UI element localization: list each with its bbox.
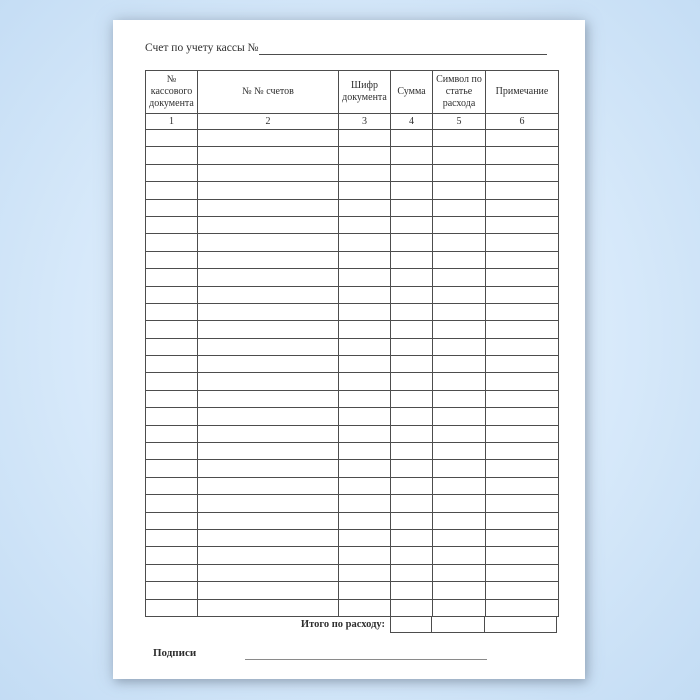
total-cell-note	[484, 616, 557, 633]
col-header-account-numbers: № № счетов	[198, 71, 339, 114]
empty-cell	[146, 408, 198, 425]
col-number: 6	[486, 114, 559, 130]
empty-cell	[146, 269, 198, 286]
empty-cell	[146, 460, 198, 477]
empty-cell	[486, 460, 559, 477]
empty-cell	[433, 147, 486, 164]
empty-cell	[391, 286, 433, 303]
empty-cell	[391, 582, 433, 599]
empty-cell	[339, 582, 391, 599]
empty-cell	[339, 460, 391, 477]
empty-cell	[433, 251, 486, 268]
empty-cell	[146, 147, 198, 164]
empty-cell	[433, 477, 486, 494]
empty-cell	[391, 303, 433, 320]
empty-ledger-row	[146, 477, 559, 494]
empty-cell	[198, 356, 339, 373]
empty-cell	[433, 199, 486, 216]
empty-ledger-row	[146, 303, 559, 320]
empty-cell	[486, 443, 559, 460]
empty-ledger-row	[146, 182, 559, 199]
empty-cell	[391, 199, 433, 216]
empty-cell	[339, 147, 391, 164]
empty-cell	[391, 130, 433, 147]
empty-cell	[339, 477, 391, 494]
empty-cell	[486, 164, 559, 181]
total-cell-expense-symbol	[431, 616, 485, 633]
empty-cell	[146, 182, 198, 199]
empty-cell	[339, 269, 391, 286]
empty-cell	[391, 356, 433, 373]
empty-ledger-row	[146, 373, 559, 390]
empty-cell	[198, 408, 339, 425]
empty-cell	[391, 269, 433, 286]
empty-cell	[486, 199, 559, 216]
empty-ledger-row	[146, 356, 559, 373]
empty-cell	[339, 425, 391, 442]
form-title-row	[145, 40, 547, 55]
empty-cell	[146, 199, 198, 216]
empty-cell	[146, 443, 198, 460]
empty-cell	[433, 547, 486, 564]
col-header-expense-symbol: Символ по статье расхода	[433, 71, 486, 114]
empty-cell	[486, 234, 559, 251]
empty-cell	[391, 529, 433, 546]
empty-cell	[339, 182, 391, 199]
col-header-amount: Сумма	[391, 71, 433, 114]
empty-cell	[146, 164, 198, 181]
paper-sheet	[113, 20, 585, 679]
empty-cell	[433, 321, 486, 338]
empty-cell	[433, 390, 486, 407]
empty-cell	[486, 269, 559, 286]
empty-cell	[198, 130, 339, 147]
empty-cell	[198, 216, 339, 233]
empty-cell	[433, 269, 486, 286]
empty-cell	[146, 251, 198, 268]
empty-cell	[198, 477, 339, 494]
empty-cell	[391, 425, 433, 442]
empty-cell	[433, 408, 486, 425]
empty-cell	[339, 251, 391, 268]
empty-cell	[339, 216, 391, 233]
empty-cell	[433, 495, 486, 512]
empty-cell	[486, 582, 559, 599]
empty-cell	[433, 234, 486, 251]
col-number: 3	[339, 114, 391, 130]
empty-ledger-row	[146, 582, 559, 599]
empty-cell	[198, 512, 339, 529]
signatures-label: Подписи	[153, 646, 197, 659]
empty-cell	[198, 251, 339, 268]
empty-cell	[433, 425, 486, 442]
empty-cell	[486, 303, 559, 320]
empty-cell	[146, 529, 198, 546]
total-cell-amount	[390, 616, 432, 633]
empty-cell	[391, 460, 433, 477]
empty-cell	[146, 286, 198, 303]
empty-cell	[339, 234, 391, 251]
empty-cell	[198, 303, 339, 320]
empty-ledger-row	[146, 529, 559, 546]
empty-cell	[486, 373, 559, 390]
empty-ledger-row	[146, 338, 559, 355]
empty-cell	[146, 599, 198, 616]
empty-cell	[433, 582, 486, 599]
empty-cell	[146, 356, 198, 373]
empty-cell	[433, 564, 486, 581]
empty-cell	[433, 303, 486, 320]
empty-cell	[486, 251, 559, 268]
empty-cell	[486, 147, 559, 164]
empty-cell	[339, 443, 391, 460]
empty-cell	[198, 547, 339, 564]
empty-cell	[391, 321, 433, 338]
empty-cell	[198, 234, 339, 251]
empty-cell	[339, 408, 391, 425]
empty-cell	[146, 564, 198, 581]
empty-cell	[433, 286, 486, 303]
empty-cell	[146, 547, 198, 564]
empty-ledger-row	[146, 321, 559, 338]
col-header-cash-doc-number: № кассового документа	[146, 71, 198, 114]
empty-cell	[339, 130, 391, 147]
empty-cell	[339, 199, 391, 216]
empty-cell	[198, 495, 339, 512]
empty-cell	[391, 512, 433, 529]
empty-cell	[198, 599, 339, 616]
empty-cell	[391, 164, 433, 181]
col-number: 1	[146, 114, 198, 130]
empty-ledger-row	[146, 130, 559, 147]
title-fill-line	[259, 42, 547, 55]
empty-cell	[391, 564, 433, 581]
empty-cell	[486, 512, 559, 529]
empty-cell	[486, 425, 559, 442]
empty-cell	[339, 529, 391, 546]
empty-cell	[198, 199, 339, 216]
empty-cell	[146, 477, 198, 494]
empty-cell	[486, 356, 559, 373]
empty-cell	[433, 216, 486, 233]
empty-cell	[198, 564, 339, 581]
empty-cell	[198, 390, 339, 407]
empty-cell	[146, 390, 198, 407]
empty-cell	[146, 373, 198, 390]
empty-ledger-row	[146, 251, 559, 268]
col-header-doc-code: Шифр документа	[339, 71, 391, 114]
empty-cell	[146, 216, 198, 233]
empty-cell	[391, 547, 433, 564]
col-number: 4	[391, 114, 433, 130]
empty-cell	[391, 495, 433, 512]
col-number: 5	[433, 114, 486, 130]
empty-cell	[146, 512, 198, 529]
empty-cell	[146, 495, 198, 512]
empty-cell	[339, 286, 391, 303]
signature-line	[245, 647, 487, 660]
empty-cell	[339, 338, 391, 355]
col-header-note: Примечание	[486, 71, 559, 114]
empty-ledger-row	[146, 164, 559, 181]
empty-cell	[146, 582, 198, 599]
empty-cell	[391, 390, 433, 407]
total-row	[145, 617, 558, 634]
empty-cell	[146, 234, 198, 251]
empty-ledger-row	[146, 269, 559, 286]
empty-cell	[198, 321, 339, 338]
empty-cell	[433, 182, 486, 199]
empty-cell	[339, 321, 391, 338]
empty-cell	[146, 338, 198, 355]
signatures-row	[145, 645, 558, 660]
empty-cell	[391, 443, 433, 460]
empty-cell	[433, 599, 486, 616]
empty-cell	[339, 390, 391, 407]
empty-cell	[198, 425, 339, 442]
empty-cell	[486, 390, 559, 407]
empty-cell	[198, 582, 339, 599]
empty-cell	[486, 408, 559, 425]
empty-cell	[391, 182, 433, 199]
empty-cell	[198, 147, 339, 164]
empty-cell	[486, 182, 559, 199]
empty-cell	[339, 164, 391, 181]
empty-cell	[486, 564, 559, 581]
empty-cell	[146, 303, 198, 320]
empty-cell	[198, 443, 339, 460]
empty-cell	[486, 130, 559, 147]
empty-ledger-row	[146, 199, 559, 216]
empty-cell	[433, 373, 486, 390]
empty-cell	[486, 216, 559, 233]
empty-cell	[486, 547, 559, 564]
empty-cell	[198, 182, 339, 199]
empty-cell	[339, 356, 391, 373]
table-header-row	[146, 71, 559, 114]
empty-ledger-row	[146, 147, 559, 164]
empty-cell	[339, 512, 391, 529]
empty-cell	[391, 408, 433, 425]
empty-cell	[146, 321, 198, 338]
empty-ledger-row	[146, 495, 559, 512]
form-table	[145, 70, 559, 617]
empty-cell	[486, 338, 559, 355]
empty-ledger-row	[146, 286, 559, 303]
empty-cell	[198, 269, 339, 286]
empty-cell	[433, 460, 486, 477]
empty-cell	[486, 529, 559, 546]
column-number-row	[146, 114, 559, 130]
empty-cell	[146, 130, 198, 147]
empty-cell	[391, 147, 433, 164]
empty-cell	[486, 495, 559, 512]
empty-cell	[391, 216, 433, 233]
empty-cell	[433, 164, 486, 181]
empty-ledger-row	[146, 547, 559, 564]
empty-cell	[391, 599, 433, 616]
total-label: Итого по расходу:	[300, 618, 385, 630]
empty-cell	[391, 251, 433, 268]
empty-cell	[486, 477, 559, 494]
empty-cell	[486, 321, 559, 338]
empty-cell	[391, 338, 433, 355]
empty-cell	[486, 599, 559, 616]
empty-ledger-row	[146, 390, 559, 407]
empty-cell	[198, 338, 339, 355]
empty-cell	[146, 425, 198, 442]
empty-cell	[339, 303, 391, 320]
empty-cell	[198, 164, 339, 181]
empty-ledger-row	[146, 443, 559, 460]
empty-ledger-row	[146, 425, 559, 442]
empty-cell	[391, 373, 433, 390]
empty-cell	[433, 443, 486, 460]
empty-cell	[198, 529, 339, 546]
empty-cell	[486, 286, 559, 303]
empty-cell	[339, 564, 391, 581]
empty-cell	[433, 356, 486, 373]
empty-cell	[433, 512, 486, 529]
empty-ledger-row	[146, 599, 559, 616]
empty-cell	[339, 599, 391, 616]
empty-cell	[339, 495, 391, 512]
empty-ledger-row	[146, 460, 559, 477]
empty-ledger-row	[146, 216, 559, 233]
empty-cell	[433, 529, 486, 546]
empty-ledger-row	[146, 408, 559, 425]
empty-cell	[339, 547, 391, 564]
col-number: 2	[198, 114, 339, 130]
empty-cell	[391, 234, 433, 251]
empty-cell	[391, 477, 433, 494]
form-title: Счет по учету кассы №	[145, 42, 259, 54]
empty-ledger-row	[146, 234, 559, 251]
empty-cell	[433, 130, 486, 147]
empty-cell	[198, 286, 339, 303]
empty-cell	[339, 373, 391, 390]
empty-ledger-row	[146, 512, 559, 529]
empty-cell	[198, 373, 339, 390]
empty-cell	[198, 460, 339, 477]
empty-ledger-row	[146, 564, 559, 581]
empty-cell	[433, 338, 486, 355]
